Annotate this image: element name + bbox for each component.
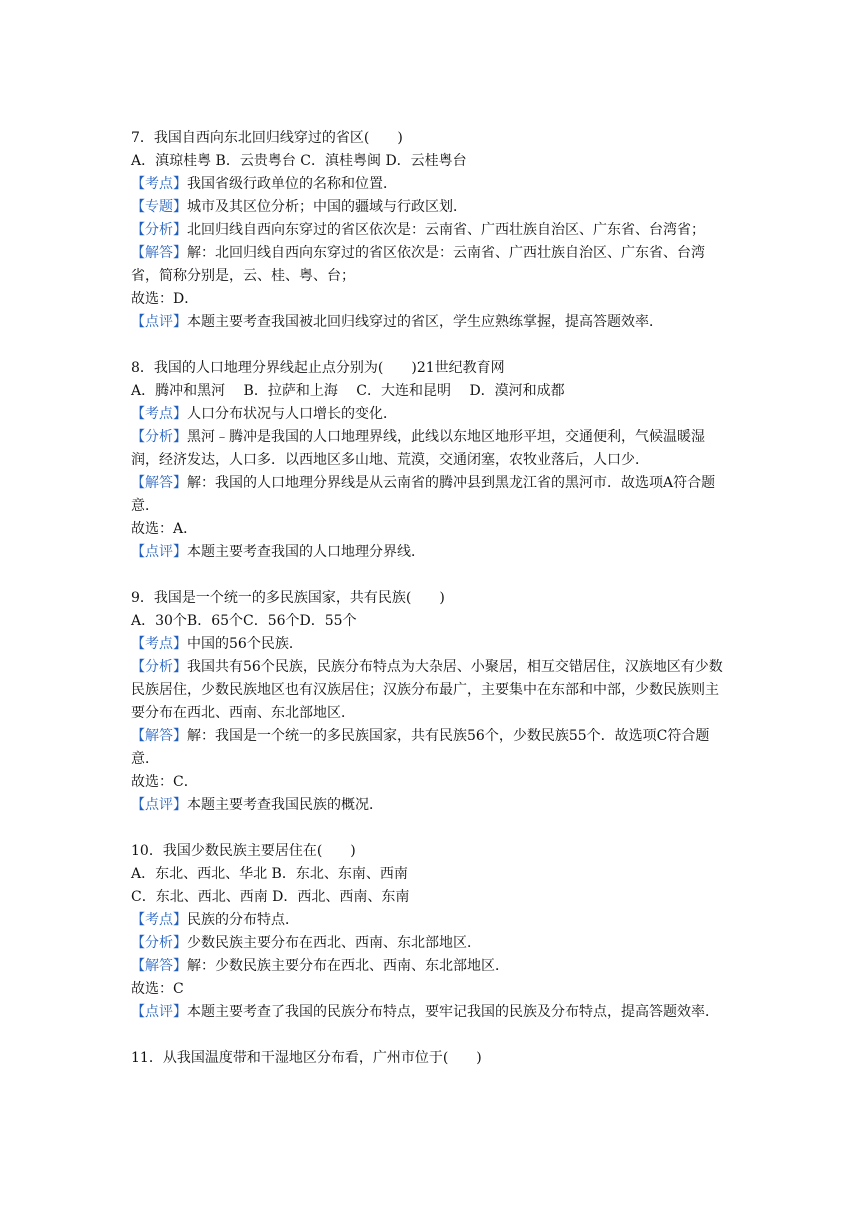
- question-options: A．滇琼桂粤 B．云贵粤台 C．滇桂粤闽 D．云桂粤台: [131, 153, 467, 169]
- kaodian-tag: 【考点】: [131, 176, 187, 192]
- fenxi-text: 黑河﹣腾冲是我国的人口地理界线，此线以东地区地形平坦，交通便利，气候温暖湿润，经济发达，人口多．以西地区多山地、荒漠，交通闭塞，农牧业落后，人口少．: [131, 429, 705, 468]
- kaodian-row: [131, 403, 731, 426]
- dianping-tag: 【点评】: [131, 544, 187, 560]
- kaodian-row: [131, 909, 731, 932]
- dianping-tag: 【点评】: [131, 1004, 187, 1020]
- question-10: [131, 840, 731, 1024]
- kaodian-text: 人口分布状况与人口增长的变化．: [187, 406, 397, 422]
- question-stem: 7．我国自西向东北回归线穿过的省区( ): [131, 130, 403, 146]
- jieda-text: 解：北回归线自西向东穿过的省区依次是：云南省、广西壮族自治区、广东省、台湾省，简称分别是，云、桂、粤、台；: [131, 245, 705, 284]
- jieda-row: [131, 955, 731, 978]
- fenxi-row: [131, 656, 731, 725]
- dianping-row: [131, 1001, 731, 1024]
- question-options: A．30个B．65个C．56个D．55个: [131, 613, 357, 629]
- answer-line: 故选：D．: [131, 291, 199, 307]
- kaodian-tag: 【考点】: [131, 636, 187, 652]
- dianping-row: [131, 541, 731, 564]
- kaodian-text: 我国省级行政单位的名称和位置．: [187, 176, 397, 192]
- question-stem: 10．我国少数民族主要居住在( ): [131, 843, 356, 859]
- answer-line: 故选：A．: [131, 521, 198, 537]
- fenxi-tag: 【分析】: [131, 429, 187, 445]
- dianping-text: 本题主要考查我国的人口地理分界线．: [187, 544, 425, 560]
- answer-line: 故选：C．: [131, 774, 198, 790]
- fenxi-text: 我国共有56个民族，民族分布特点为大杂居、小聚居，相互交错居住，汉族地区有少数民族居住，少数民族地区也有汉族居住；汉族分布最广，主要集中在东部和中部，少数民族则主要分布在西北、西南、东北部地区．: [131, 659, 723, 721]
- zhuanti-row: [131, 196, 731, 219]
- jieda-tag: 【解答】: [131, 728, 187, 744]
- kaodian-row: [131, 173, 731, 196]
- document-content: [131, 127, 731, 1093]
- question-8: [131, 357, 731, 564]
- zhuanti-tag: 【专题】: [131, 199, 187, 215]
- jieda-tag: 【解答】: [131, 958, 187, 974]
- fenxi-row: [131, 932, 731, 955]
- fenxi-text: 少数民族主要分布在西北、西南、东北部地区．: [187, 935, 481, 951]
- question-9: [131, 587, 731, 817]
- kaodian-text: 中国的56个民族．: [187, 636, 303, 652]
- kaodian-row: [131, 633, 731, 656]
- fenxi-text: 北回归线自西向东穿过的省区依次是：云南省、广西壮族自治区、广东省、台湾省；: [187, 222, 705, 238]
- question-options: A．腾冲和黑河 B．拉萨和上海 C．大连和昆明 D．漠河和成都: [131, 383, 565, 399]
- question-options: C．东北、西北、西南 D．西北、西南、东南: [131, 889, 410, 905]
- dianping-tag: 【点评】: [131, 797, 187, 813]
- jieda-text: 解：我国是一个统一的多民族国家，共有民族56个，少数民族55个．故选项C符合题意．: [131, 728, 710, 767]
- question-options: A．东北、西北、华北 B．东北、东南、西南: [131, 866, 408, 882]
- question-stem: 9．我国是一个统一的多民族国家，共有民族( ): [131, 590, 445, 606]
- jieda-row: [131, 725, 731, 771]
- jieda-text: 解：少数民族主要分布在西北、西南、东北部地区．: [187, 958, 509, 974]
- kaodian-tag: 【考点】: [131, 406, 187, 422]
- question-stem: 11．从我国温度带和干湿地区分布看，广州市位于( ): [131, 1050, 482, 1066]
- fenxi-row: [131, 426, 731, 472]
- zhuanti-text: 城市及其区位分析；中国的疆域与行政区划．: [187, 199, 467, 215]
- question-11: [131, 1047, 731, 1070]
- jieda-text: 解：我国的人口地理分界线是从云南省的腾冲县到黑龙江省的黑河市．故选项A符合题意．: [131, 475, 716, 514]
- question-stem: 8．我国的人口地理分界线起止点分别为( )21世纪教育网: [131, 360, 505, 376]
- kaodian-text: 民族的分布特点．: [187, 912, 299, 928]
- dianping-tag: 【点评】: [131, 314, 187, 330]
- dianping-text: 本题主要考查我国民族的概况．: [187, 797, 383, 813]
- dianping-row: [131, 794, 731, 817]
- dianping-text: 本题主要考查我国被北回归线穿过的省区，学生应熟练掌握，提高答题效率．: [187, 314, 663, 330]
- fenxi-tag: 【分析】: [131, 222, 187, 238]
- fenxi-row: [131, 219, 731, 242]
- dianping-row: [131, 311, 731, 334]
- question-7: [131, 127, 731, 334]
- answer-line: 故选：C: [131, 981, 184, 997]
- fenxi-tag: 【分析】: [131, 935, 187, 951]
- dianping-text: 本题主要考查了我国的民族分布特点，要牢记我国的民族及分布特点，提高答题效率．: [187, 1004, 719, 1020]
- jieda-row: [131, 242, 731, 288]
- jieda-tag: 【解答】: [131, 245, 187, 261]
- jieda-tag: 【解答】: [131, 475, 187, 491]
- fenxi-tag: 【分析】: [131, 659, 187, 675]
- jieda-row: [131, 472, 731, 518]
- kaodian-tag: 【考点】: [131, 912, 187, 928]
